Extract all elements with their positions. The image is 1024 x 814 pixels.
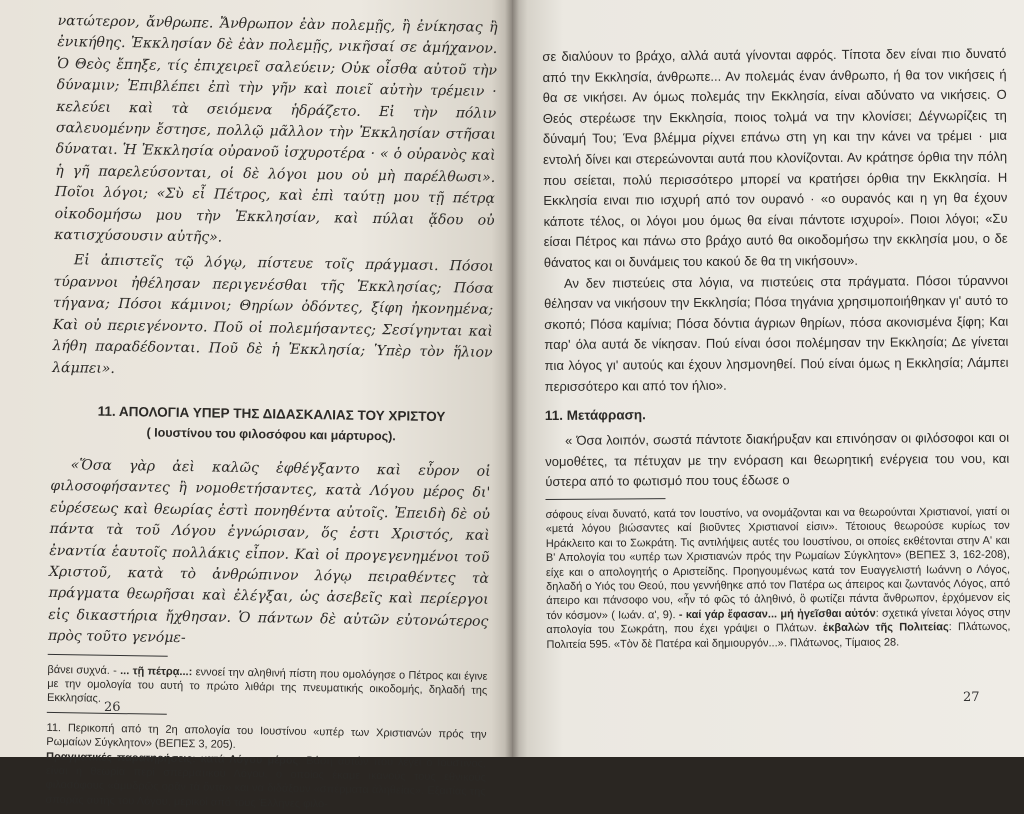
footnote-term-1: - καί γάρ ἔφασαν... μή ἡγεῖσθαι αὐτόν xyxy=(675,607,876,621)
footnote-continuation xyxy=(546,505,1011,652)
greek-paragraph-2: Εἰ ἀπιστεῖς τῷ λόγῳ, πίστευε τοῖς πράγμασι. Πόσοι τύραννοι ἠθέλησαν περιγενέσθαι τῆς Ἐκκλησίας; Πόσα τήγανα; Πόσοι κάμινοι; Θηρίων ὀδόντες, ξίφη ἠκονημένα; Καὶ οὐ περιεγένοντο. Ποῦ οἱ πολεμήσαντες; Σεσίγηνται καὶ λήθη παραδέδονται. Ποῦ δὲ ἡ Ἐκκλησία; Ὑπὲρ τὸν ἥλιον λάμπει». xyxy=(52,252,494,377)
page-number-left: 26 xyxy=(104,700,121,715)
footnote-1-term: ... τῇ πέτρᾳ...: xyxy=(116,664,193,678)
greek-paragraph-3: «Ὅσα γὰρ ἀεὶ καλῶς ἐφθέγξαντο καὶ εὗρον οἱ φιλοσοφήσαντες ἢ νομοθετήσαντες, κατὰ Λόγου μέρος δι' εὑρέσεως καὶ θεωρίας ἐστὶ πονηθέντα αὐτοῖς. Ἐπειδὴ δὲ οὐ πάντα τὰ τοῦ Λόγου ἐγνώρισαν, ὅς ἐστι Χριστός, καὶ ἐναντία ἑαυτοῖς πολλάκις εἶπον. Καὶ οἱ προγεγενημένοι τοῦ Χριστοῦ, κατὰ τὸ ἀνθρώπινον λόγῳ πειραθέντες τὰ πράγματα θεωρῆσαι καὶ ἐλέγξαι, ὡς ἀσεβεῖς καὶ περίεργοι εἰς δικαστήρια ἤχθησαν. Ὁ πάντων δὲ αὐτῶν εὐτονώτερος πρὸς τοῦτο γενόμε- xyxy=(47,457,491,647)
right-text-column xyxy=(542,0,1011,652)
right-page xyxy=(512,0,1024,757)
modern-paragraph-1: σε διαλύουν το βράχο, αλλά αυτά γίνονται αφρός. Τίποτα δεν είναι πιο δυνατό από την Εκκλησία, άνθρωπε... Αν πολεμάς έναν άνθρωπο, ή θα τον νικήσεις ή θα σε νικήσει. Αν όμως πολεμάς την Εκκλησία, είναι αδύνατο να νικήσεις. Ο Θεός στερέωσε την Εκκλησία, ποιος τολμά να την κλονίσει; Δέγνωρίζεις τη δύναμή Του; Ένα βλέμμα ρίχνει επάνω στη γη και την κάνει να τρέμει · μια εντολή δίνει και στερεώνονται αυτά που κλονίζονται. Αν κράτησε όρθια την πόλη που σείεται, πολύ περισσότερο μπορεί να κρατήσει όρθια την Εκκλησία. Η Εκκλησία ειναι πιο ισχυρή από τον ουρανό · «ο ουρανός και η γη θα έχουν κάποτε τέλος, οι λόγοι μου όμως θα είναι πάντοτε ισχυροί». Ποιοι λόγοι; «Συ είσαι Πέτρος και πάνω στο βράχο αυτό θα οικοδομήσω την εκκλησία μου, ο δε θάνατος και οι δυνάμεις του κακού δε θα τη νικήσουν». xyxy=(542,45,1008,270)
footnote-continuation-text-3: : Πλάτωνος, Πολιτεία 595. «Τὸν δὲ Πατέρα καὶ δημιουργόν...». Πλάτωνος, Τίμαιος 28. xyxy=(546,620,1011,651)
footnote-2-term: Πραγματικές παρατηρήσεις: κατά Λόγου μέρος xyxy=(46,750,299,767)
greek-paragraph-1: νατώτερον, ἄνθρωπε. Ἄνθρωπον ἐὰν πολεμῇς, ἢ ἐνίκησας ἢ ἐνικήθης. Ἐκκλησίαν δὲ ἐὰν πολεμῇς, νικῆσαί σε ἀμήχανον. Ὁ Θεὸς ἔπηξε, τίς ἐπιχειρεῖ σαλεύειν; Οὐκ οἶσθα αὐτοῦ τὴν δύναμιν; Ἐπιβλέπει ἐπὶ τὴν γῆν καὶ ποιεῖ αὐτὴν τρέμειν · κελεύει καὶ τὰ σειόμενα ἡδράζετο. Εἰ τὴν πόλιν σαλευομένην ἔστησε, πολλῷ μᾶλλον τὴν Ἐκκλησίαν στῆσαι δύναται. Ἡ Ἐκκλησία οὐρανοῦ ἰσχυροτέρα · « ὁ οὐρανὸς καὶ ἡ γῆ παρελεύσονται, οἱ δὲ λόγοι μου οὐ μὴ παρέλθωσι». Ποῖοι λόγοι; «Σὺ εἶ Πέτρος, καὶ ἐπὶ ταύτῃ μου τῇ πέτρᾳ οἰκοδομήσω μου τὴν Ἐκκλησίαν, καὶ πύλαι ᾅδου οὐ κατισχύσουσιν αὐτῆς». xyxy=(54,12,498,246)
section-heading-translation: 11. Μετάφραση. xyxy=(544,407,646,424)
book-gutter-shadow xyxy=(505,0,519,757)
left-page xyxy=(0,0,512,811)
footnote-2-intro: 11. Περικοπή από τη 2η απολογία του Ιουστίνου «υπέρ των Χριστιανών πρός την Ρωμαίων Σύγκλητον» (ΒΕΠΕΣ 3, 205). xyxy=(46,721,487,752)
footnote-2 xyxy=(45,721,486,814)
footnote-1-lead: βάνει συχνά. - xyxy=(47,663,117,677)
footnote-continuation-text: σόφους είναι δυνατό, κατά τον Ιουστίνο, να ονομάζονται και να θεωρούνται Χριστιανοί, γιατί οι «μετά λόγου βιώσαντες καί βιοῦντες Χριστιανοί εἰσιν». Τέτοιους θεωρούσε κυρίως τον Ηράκλειτο και το Σωκράτη. Τις αντιλήψεις αυτές του Ιουστίνου, οι οποίες εκθέτονται στην Α' και Β' Απολογία του «υπέρ των Χριστιανών πρός την Ρωμαίων Σύγκλητον» (ΒΕΠΕΣ 3, 162-208), είχε και ο απολογητής ο Αριστείδης. Προηγουμένως κατά τον Ευαγγελιστή Ιωάννη ο Λόγος, δηλαδή ο Υιός του Θεού, που γεννήθηκε από τον Πατέρα ως άπειρος και ζωντανός Λόγος, από άπειρο και πάνσοφο νου, «ἦν τό φῶς τό ἀληθινό, ὃ φωτίζει πάντα ἄνθρωπον, ἐρχόμενον εἰς τόν κόσμον» ( Ιωάν. α', 9). xyxy=(545,505,1011,622)
left-text-column xyxy=(45,0,498,814)
modern-paragraph-2: Αν δεν πιστεύεις στα λόγια, να πιστεύεις στα πράγματα. Πόσοι τύραννοι θέλησαν να νικήσουν την Εκκλησία; Πόσα τηγάνια χρησιμοποιήθηκαν γι' αυτό το σκοπό; Πόσα καμίνια; Πόσα δόντια άγριων θηρίων, πόσα ακονισμένα ξίφη; Και παρ' όλα αυτά δε νίκησαν. Πού είναι όσοι πολέμησαν την Εκκλησία; Δε γίνεται πια λόγος γι' αυτούς και έχουν λησμονηθεί. Πού είναι όμως η Εκκλησία; Λάμπει περισσότερο και από τον ήλιο». xyxy=(544,272,1009,394)
footnote-term-2: ἐκβαλὼν τῆς Πολιτείας xyxy=(816,621,949,635)
modern-paragraph-3: « Όσα λοιπόν, σωστά πάντοτε διακήρυξαν και επινόησαν οι φιλόσοφοι και οι νομοθέτες, τα πέτυχαν με την ενόραση και θεωρητική ενέργεια του νου, και ύστερα από το φωτισμό που τους έδωσε ο xyxy=(545,429,1010,490)
footnote-2-text: : Βάση αυτών που λέγει ο Ιουστίνος, είναι η θεωρία περί σπερματικού Λόγου, ο οποίος έκαμε ικανούς τους εθνικούς φιλοσόφους «ἀμυδρῶς ὁρᾶν τὰ ὄντα» και να διδάξουν «σπέρματα ἀληθείας». Εξαιτίας της σποράς αυτής του Λόγου, μερικοί από τους Έλληνες φιλο- xyxy=(45,754,487,811)
page-number-right: 27 xyxy=(963,690,980,705)
footnote-continuation-text-2: : σχετικά γίνεται λόγος στην απολογία του Σωκράτη, που έχει γράψει ο Πλάτων. xyxy=(546,606,1011,637)
footnote-1-text: εννοεί την αληθινή πίστη που ομολόγησε ο Πέτρος και έγινε με την ομολογία του αυτή το πρώτο λιθάρι της πνευματικής οικοδομής, δηλαδή της Εκκλησίας. xyxy=(46,665,488,706)
footnote-rule xyxy=(48,653,168,656)
section-subheading-greek: ( Ιουστίνου του φιλοσόφου και μάρτυρος). xyxy=(146,425,396,444)
section-heading-greek: 11. ΑΠΟΛΟΓΙΑ ΥΠΕΡ ΤΗΣ ΔΙΔΑΣΚΑΛΙΑΣ ΤΟΥ ΧΡΙΣΤΟΥ xyxy=(97,403,446,425)
footnote-rule-right xyxy=(545,498,665,500)
